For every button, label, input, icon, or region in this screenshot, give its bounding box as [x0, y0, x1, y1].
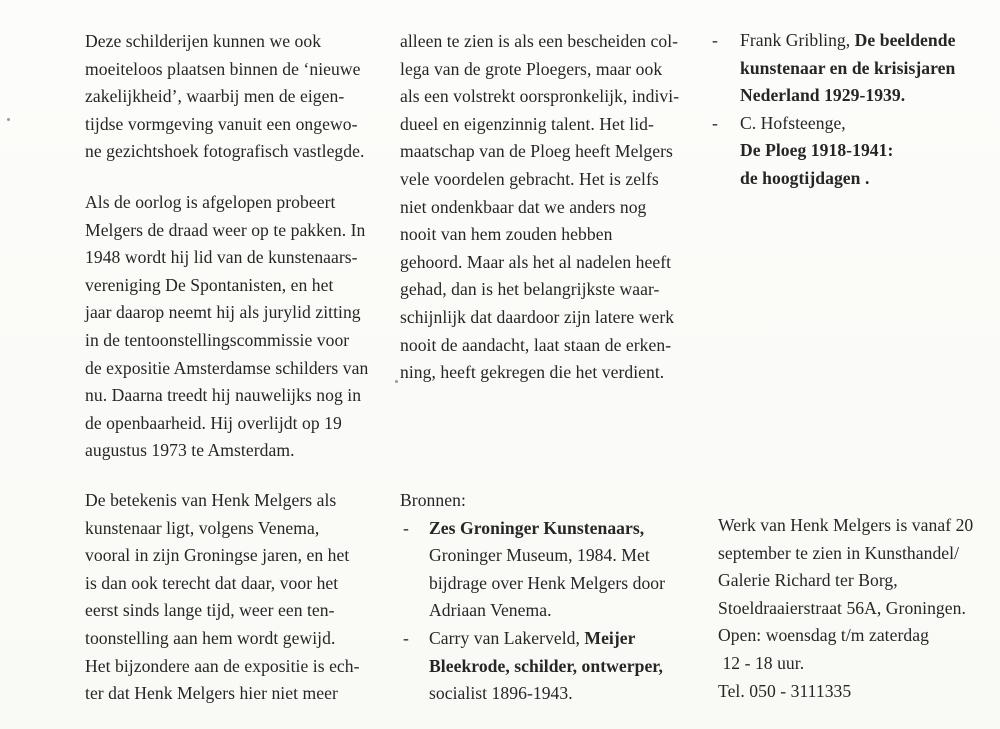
text-line: Groninger Museum, 1984. Met: [429, 545, 650, 566]
source-item: [400, 625, 665, 708]
text-line: dueel en eigenzinnig talent. Het lid-: [400, 113, 654, 134]
source-title: Bleekrode, schilder, ontwerper,: [429, 655, 664, 676]
text-line: vooral in zijn Groningse jaren, en het: [85, 545, 350, 566]
text-line: in de tentoonstellingscommissie voor: [85, 329, 350, 350]
text-line: als een volstrekt oorspronkelijk, indivi-: [400, 86, 680, 107]
source-item: [700, 27, 955, 110]
text-line: jaar daarop neemt hij als jurylid zitting: [85, 302, 361, 323]
col1-paragraph-3: [85, 487, 360, 708]
opening-hours: 12 - 18 uur.: [718, 652, 805, 673]
text-line: niet ondenkbaar dat we anders nog: [400, 196, 647, 217]
source-title: Meijer: [584, 627, 636, 648]
text-line: Melgers de draad weer op te pakken. In: [85, 219, 366, 240]
text-line: augustus 1973 te Amsterdam.: [85, 440, 295, 461]
source-item: [400, 515, 665, 625]
scan-speck: [395, 380, 398, 383]
text-line: ter dat Henk Melgers hier niet meer: [85, 683, 338, 704]
text-line: gehad, dan is het belangrijkste waar-: [400, 279, 660, 300]
text-line: Open: woensdag t/m zaterdag: [718, 625, 929, 646]
text-line: eerst sinds lange tijd, weer een ten-: [85, 600, 335, 621]
text-line: Het bijzondere aan de expositie is ech-: [85, 655, 360, 676]
text-line: socialist 1896-1943.: [429, 683, 573, 704]
dash-bullet: -: [403, 517, 409, 538]
col3-sources: [700, 27, 955, 193]
text-line: [429, 625, 665, 653]
exhibition-info: [718, 512, 973, 705]
phone-number: Tel. 050 - 3111335: [718, 680, 852, 701]
text-line: Deze schilderijen kunnen we ook: [85, 31, 322, 51]
text-line: alleen te zien is als een bescheiden col-: [400, 31, 679, 51]
source-author: Frank Gribling,: [740, 30, 855, 50]
text-line: ning, heeft gekregen die het verdient.: [400, 362, 665, 383]
text-line: Stoeldraaierstraat 56A, Groningen.: [718, 597, 966, 618]
source-title: Nederland 1929-1939.: [740, 85, 906, 106]
text-line: moeiteloos plaatsen binnen de ‘nieuwe: [85, 58, 361, 79]
text-line: Galerie Richard ter Borg,: [718, 570, 898, 591]
dash-bullet: -: [712, 30, 718, 50]
text-line: toonstelling aan hem wordt gewijd.: [85, 627, 336, 648]
text-line: september te zien in Kunsthandel/: [718, 542, 960, 563]
text-line: kunstenaar ligt, volgens Venema,: [85, 517, 320, 538]
text-line: nooit de aandacht, laat staan de erken-: [400, 334, 672, 355]
dash-bullet: -: [712, 112, 718, 133]
col2-paragraph-1: [400, 28, 679, 387]
text-line: is dan ook terecht dat daar, voor het: [85, 572, 339, 593]
source-title: Zes Groninger Kunstenaars,: [429, 517, 645, 538]
text-line: gehoord. Maar als het al nadelen heeft: [400, 251, 672, 272]
source-title: De beeldende: [854, 30, 956, 50]
text-line: De betekenis van Henk Melgers als: [85, 490, 337, 510]
scan-speck: [7, 118, 10, 121]
text-line: zakelijkheid’, waarbij men de eigen-: [85, 86, 345, 107]
text-line: maatschap van de Ploeg heeft Melgers: [400, 141, 673, 162]
sources-block: [400, 487, 665, 708]
source-title: kunstenaar en de krisisjaren: [740, 57, 956, 78]
text-line: vereniging De Spontanisten, en het: [85, 274, 334, 295]
text-line: Werk van Henk Melgers is vanaf 20: [718, 515, 974, 535]
text-line: bijdrage over Henk Melgers door: [429, 572, 666, 593]
source-title: De Ploeg 1918-1941:: [740, 140, 894, 161]
source-item: [700, 110, 955, 193]
text-line: de openbaarheid. Hij overlijdt op 19: [85, 412, 342, 433]
text-line: vele voordelen gebracht. Het is zelfs: [400, 168, 659, 189]
text-line: lega van de grote Ploegers, maar ook: [400, 58, 663, 79]
col1-paragraph-2: [85, 189, 368, 465]
col1-paragraph-1: [85, 28, 364, 166]
source-author: Carry van Lakerveld,: [429, 627, 585, 648]
text-line: schijnlijk dat daardoor zijn latere werk: [400, 306, 675, 327]
dash-bullet: -: [403, 627, 409, 648]
text-line: [740, 27, 955, 55]
text-line: tijdse vormgeving vanuit een ongewo-: [85, 113, 358, 134]
source-title: de hoogtijdagen .: [740, 167, 870, 188]
text-line: Als de oorlog is afgelopen probeert: [85, 192, 336, 212]
text-line: ne gezichtshoek fotografisch vastlegde.: [85, 141, 365, 162]
source-author: C. Hofsteenge,: [740, 112, 846, 133]
text-line: de expositie Amsterdamse schilders van: [85, 357, 369, 378]
sources-heading: Bronnen:: [400, 490, 466, 510]
text-line: nu. Daarna treedt hij nauwelijks nog in: [85, 385, 362, 406]
text-line: Adriaan Venema.: [429, 600, 552, 621]
text-line: nooit van hem zouden hebben: [400, 224, 613, 245]
text-line: 1948 wordt hij lid van de kunstenaars-: [85, 247, 358, 268]
